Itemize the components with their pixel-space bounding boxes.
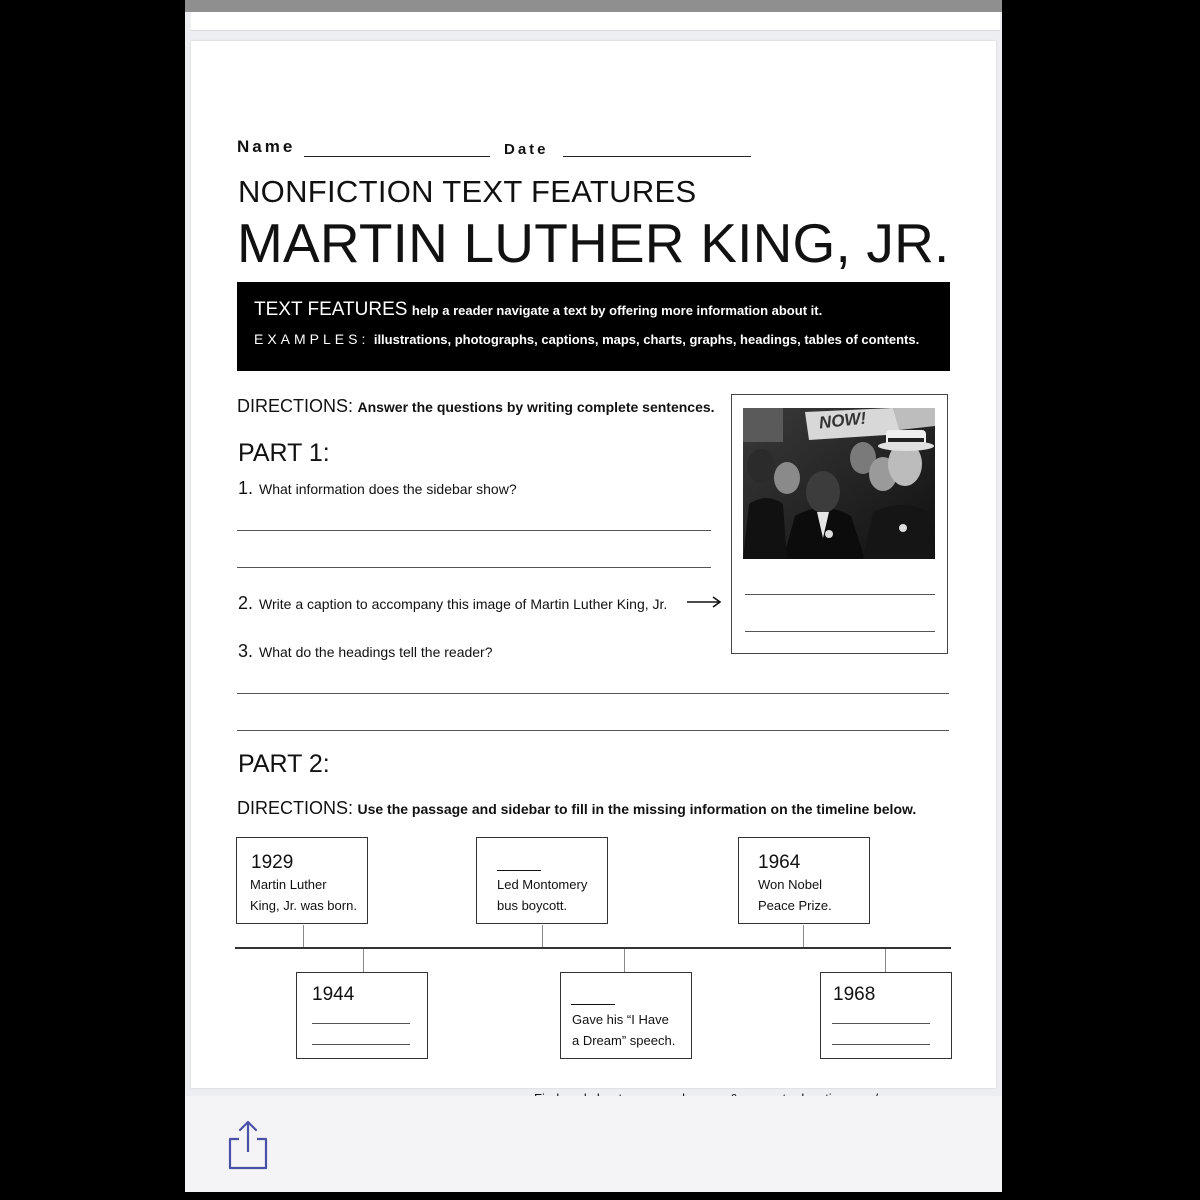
- top-bar: [185, 0, 1002, 12]
- date-label: Date: [504, 141, 549, 158]
- banner-line-2: [254, 331, 919, 349]
- banner-lead-2: EXAMPLES:: [254, 331, 370, 347]
- part2-directions-label: DIRECTIONS:: [237, 798, 354, 818]
- question-1-number: 1.: [238, 478, 254, 498]
- timeline-tick: [624, 949, 625, 972]
- banner-lead-1: TEXT FEATURES: [254, 299, 408, 320]
- part2-directions: [237, 798, 916, 819]
- mlk-photo: [743, 408, 935, 559]
- date-line: [563, 156, 751, 157]
- question-2-number: 2.: [238, 593, 254, 613]
- banner-text-1: help a reader navigate a text by offering more information about it.: [411, 303, 823, 318]
- part1-directions-text: Answer the questions by writing complete sentences.: [357, 399, 715, 415]
- timeline-event-line: Led Montomery: [497, 877, 588, 892]
- event-blank-line[interactable]: [832, 1044, 930, 1045]
- answer-line[interactable]: [237, 730, 949, 731]
- timeline-tick: [303, 925, 304, 947]
- timeline-box-1944: [296, 972, 428, 1059]
- timeline-axis: [235, 947, 951, 949]
- timeline-tick: [363, 949, 364, 972]
- banner-text-2: illustrations, photographs, captions, maps, charts, graphs, headings, tables of contents.: [373, 332, 920, 347]
- sign-text: NOW!: [818, 408, 868, 433]
- text-features-banner: [237, 282, 950, 371]
- part1-directions: [237, 396, 715, 417]
- timeline-event: [758, 874, 832, 916]
- timeline-event-line: Peace Prize.: [758, 898, 832, 913]
- name-label: Name: [237, 137, 296, 156]
- timeline-year: 1964: [758, 852, 801, 873]
- timeline-year: 1944: [312, 984, 355, 1005]
- bottom-toolbar: [185, 1096, 1002, 1192]
- timeline-event-line: Martin Luther: [250, 877, 327, 892]
- part2-directions-text: Use the passage and sidebar to fill in the missing information on the timeline below.: [357, 801, 917, 817]
- event-blank-line[interactable]: [312, 1023, 410, 1024]
- part2-heading: PART 2:: [238, 750, 330, 778]
- right-arrow-icon: [687, 594, 723, 610]
- previous-page-edge: [191, 12, 1000, 31]
- timeline-event-line: a Dream” speech.: [572, 1033, 676, 1048]
- share-button[interactable]: [226, 1118, 270, 1172]
- timeline-event: [250, 874, 357, 916]
- sidebar: [731, 394, 948, 654]
- answer-line[interactable]: [237, 693, 949, 694]
- timeline-box-1964: [738, 837, 870, 924]
- timeline-box-boycott: [476, 837, 608, 924]
- timeline-tick: [542, 925, 543, 947]
- year-blank[interactable]: [571, 1004, 615, 1005]
- timeline-event: [497, 874, 587, 916]
- caption-line[interactable]: [745, 631, 935, 632]
- timeline-event-line: Gave his “I Have: [572, 1012, 669, 1027]
- year-blank[interactable]: [497, 870, 541, 871]
- worksheet-subtitle: NONFICTION TEXT FEATURES: [238, 174, 697, 209]
- banner-line-1: [254, 299, 822, 321]
- event-blank-line[interactable]: [312, 1044, 410, 1045]
- timeline-event: [572, 1009, 675, 1051]
- answer-line[interactable]: [237, 530, 711, 531]
- question-3-text: What do the headings tell the reader?: [259, 644, 493, 660]
- share-icon: [226, 1118, 270, 1172]
- answer-line[interactable]: [237, 567, 711, 568]
- part1-directions-label: DIRECTIONS:: [237, 396, 354, 416]
- document-viewer[interactable]: [185, 0, 1002, 1192]
- name-line: [304, 156, 490, 157]
- question-2-text: Write a caption to accompany this image of Martin Luther King, Jr.: [259, 596, 668, 612]
- timeline-year: 1929: [251, 852, 294, 873]
- worksheet-page: [191, 41, 996, 1088]
- part1-heading: PART 1:: [238, 439, 330, 467]
- worksheet-title: MARTIN LUTHER KING, JR.: [237, 212, 950, 274]
- question-1-text: What information does the sidebar show?: [259, 481, 517, 497]
- question-1: [238, 478, 517, 499]
- question-3-number: 3.: [238, 641, 254, 661]
- timeline-event-line: bus boycott.: [497, 898, 568, 913]
- caption-line[interactable]: [745, 594, 935, 595]
- timeline-box-speech: [560, 972, 692, 1059]
- timeline-event-line: Won Nobel: [758, 877, 823, 892]
- timeline-box-1929: [236, 837, 368, 924]
- timeline-year: 1968: [833, 984, 876, 1005]
- timeline-event-line: King, Jr. was born.: [250, 898, 357, 913]
- event-blank-line[interactable]: [832, 1023, 930, 1024]
- timeline-tick: [803, 925, 804, 947]
- timeline-box-1968: [820, 972, 952, 1059]
- timeline-tick: [885, 949, 886, 972]
- question-2: [238, 593, 667, 614]
- question-3: [238, 641, 493, 662]
